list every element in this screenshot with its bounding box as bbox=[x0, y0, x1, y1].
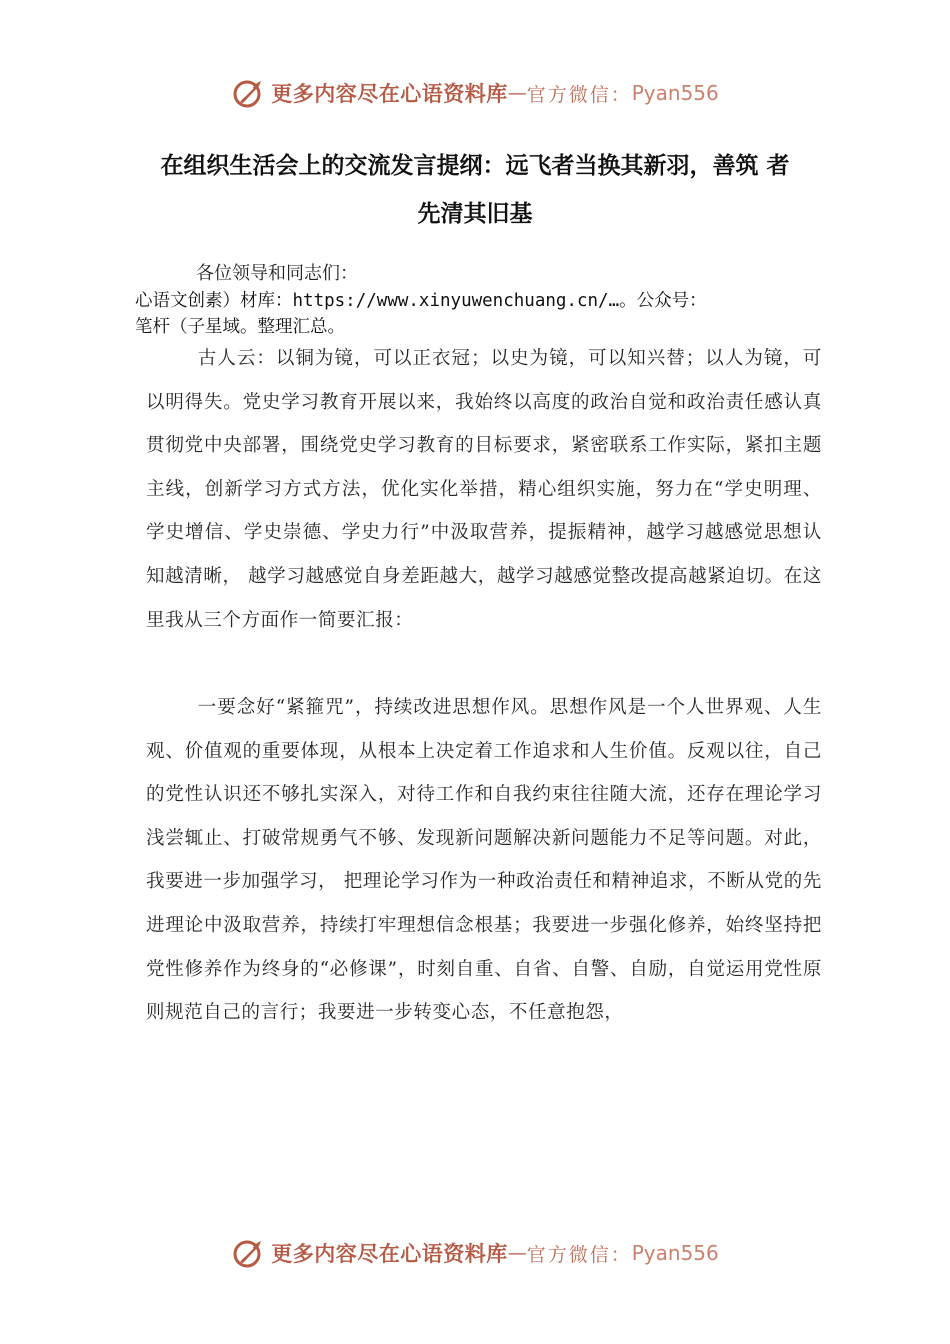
overlay-line-2: 笔杆（子星域。整理汇总。 bbox=[135, 317, 345, 337]
banner-dash: — bbox=[507, 82, 527, 104]
title-line-2: 先清其旧基 bbox=[417, 200, 533, 227]
title-line-1: 在组织生活会上的交流发言提纲：远飞者当换其新羽，善筑 者 bbox=[160, 152, 790, 179]
paragraph-1-text: 古人云：以铜为镜，可以正衣冠；以史为镜，可以知兴替；以人为镜，可以明得失。党史学习教育开展以来，我始终以高度的政治自觉和政治责任感认真贯彻党中央部署，围绕党史学习教育的目标要求，紧密联系工作实际，紧扣主题主线，创新学习方式方法，优化实化举措，精心组织实施，努力在“学史明理、学史增信、学史崇德、学史力行”中汲取营养，提振精神，越学习越感觉思想认知越清晰， 越学习越感觉自身差距越大，越学习越感觉整改提高越紧迫切。在这里我从三个方面作一简要汇报： bbox=[146, 348, 822, 631]
wechat-account: Pyan556 bbox=[631, 1241, 719, 1265]
wechat-label: 官方微信： bbox=[526, 1243, 632, 1266]
wechat-account: Pyan556 bbox=[631, 81, 719, 105]
banner-dash: — bbox=[507, 1242, 527, 1264]
wechat-label: 官方微信： bbox=[526, 83, 632, 106]
brand-text: 更多内容尽在心语资料库 bbox=[271, 81, 508, 106]
paragraph-1 bbox=[146, 337, 822, 642]
document-title bbox=[140, 142, 810, 238]
quill-logo-icon bbox=[231, 1235, 267, 1271]
watermark-overlay-text bbox=[135, 288, 815, 340]
overlay-line-1: 心语文创素）材库：https://www.xinyuwenchuang.cn/…。公众号： bbox=[135, 291, 707, 311]
footer-banner bbox=[0, 1233, 950, 1273]
quill-logo-icon bbox=[231, 75, 267, 111]
header-banner bbox=[0, 73, 950, 113]
paragraph-2-text: 一要念好“紧箍咒”，持续改进思想作风。思想作风是一个人世界观、人生观、价值观的重要体现，从根本上决定着工作追求和人生价值。反观以往，自己的党性认识还不够扎实深入，对待工作和自我约束往往随大流，还存在理论学习浅尝辄止、打破常规勇气不够、发现新问题解决新问题能力不足等问题。对此，我要进一步加强学习， 把理论学习作为一种政治责任和精神追求，不断从党的先进理论中汲取营养，持续打牢理想信念根基；我要进一步强化修养，始终坚持把党性修养作为终身的“必修课”，时刻自重、自省、自警、自励，自觉运用党性原则规范自己的言行；我要进一步转变心态，不任意抱怨， bbox=[146, 697, 822, 1024]
greeting: 各位领导和同志们： bbox=[196, 263, 358, 284]
brand-text: 更多内容尽在心语资料库 bbox=[271, 1241, 508, 1266]
paragraph-2 bbox=[146, 686, 822, 1035]
